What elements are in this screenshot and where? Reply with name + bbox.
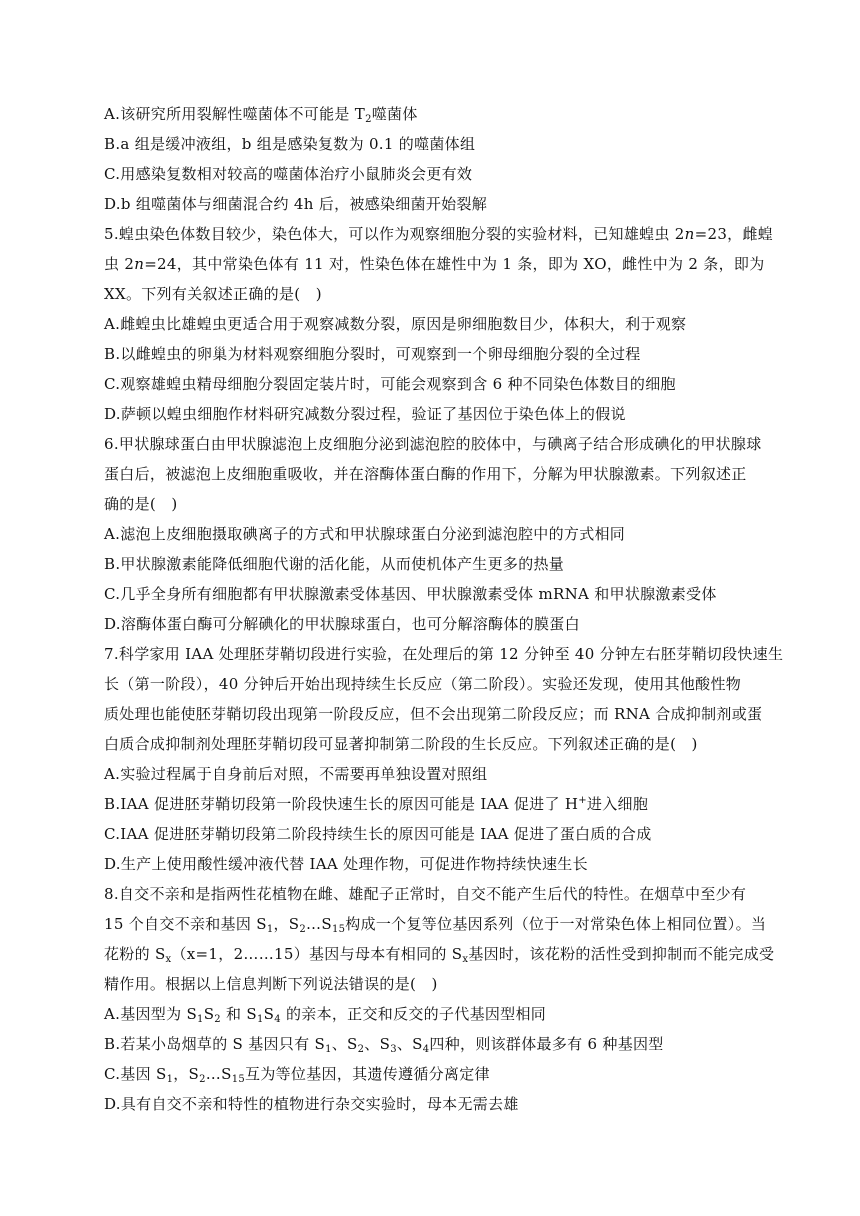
question-6-line-3: 确的是( )	[104, 495, 178, 513]
question-5-line-3: XX。下列有关叙述正确的是( )	[104, 285, 322, 303]
option-d-q8: D.具有自交不亲和特性的植物进行杂交实验时，母本无需去雄	[104, 1095, 519, 1113]
option-a-q6: A.滤泡上皮细胞摄取碘离子的方式和甲状腺球蛋白分泌到滤泡腔中的方式相同	[104, 525, 626, 543]
question-8-line-1: 8.自交不亲和是指两性花植物在雌、雄配子正常时，自交不能产生后代的特性。在烟草中至少有	[104, 885, 747, 903]
option-d-q4: D.b 组噬菌体与细菌混合约 4h 后，被感染细菌开始裂解	[104, 195, 488, 213]
option-a-q8: A.基因型为 $S_1S_2$ 和 $S_1S_4$ 的亲本，正交和反交的子代基因型相同	[104, 1005, 547, 1025]
option-b-q6: B.甲状腺激素能降低细胞代谢的活化能，从而使机体产生更多的热量	[104, 555, 565, 573]
option-c-q8: C.基因 $S_1$，$S_2\dots S_{15}$互为等位基因，其遗传遵循分离定律	[104, 1065, 490, 1085]
option-c-q5: C.观察雄蝗虫精母细胞分裂固定装片时，可能会观察到含 6 种不同染色体数目的细胞	[104, 375, 676, 393]
option-b-q7: B.IAA 促进胚芽鞘切段第一阶段快速生长的原因可能是 IAA 促进了 H+进入细胞	[104, 795, 649, 813]
option-d-q7: D.生产上使用酸性缓冲液代替 IAA 处理作物，可促进作物持续快速生长	[104, 855, 588, 873]
option-b-q4: B.a 组是缓冲液组，b 组是感染复数为 0.1 的噬菌体组	[104, 135, 476, 153]
question-7-line-3: 质处理也能使胚芽鞘切段出现第一阶段反应，但不会出现第二阶段反应；而 RNA 合成抑制剂或蛋	[104, 705, 763, 723]
question-8-line-3: 花粉的 $S_x(x=1$，2……15）基因与母本有相同的 $S_x$基因时，该花粉的活性受到抑制而不能完成受	[104, 945, 775, 965]
question-6-line-1: 6.甲状腺球蛋白由甲状腺滤泡上皮细胞分泌到滤泡腔的胶体中，与碘离子结合形成碘化的甲状腺球	[104, 435, 762, 453]
option-c-q7: C.IAA 促进胚芽鞘切段第二阶段持续生长的原因可能是 IAA 促进了蛋白质的合成	[104, 825, 652, 843]
question-5-line-1: 5.蝗虫染色体数目较少，染色体大，可以作为观察细胞分裂的实验材料，已知雄蝗虫 2n=23，雌蝗	[104, 225, 774, 243]
option-d-q5: D.萨顿以蝗虫细胞作材料研究减数分裂过程，验证了基因位于染色体上的假说	[104, 405, 626, 423]
question-7-line-1: 7.科学家用 IAA 处理胚芽鞘切段进行实验，在处理后的第 12 分钟至 40 分钟左右胚芽鞘切段快速生	[104, 645, 784, 663]
option-b-q5: B.以雌蝗虫的卵巢为材料观察细胞分裂时，可观察到一个卵母细胞分裂的全过程	[104, 345, 641, 363]
question-8-line-2: 15 个自交不亲和基因 $S_1$，$S_2\dots S_{15}$构成一个复等位基因系列（位于一对常染色体上相同位置）。当	[104, 915, 767, 935]
option-c-q4: C.用感染复数相对较高的噬菌体治疗小鼠肺炎会更有效	[104, 165, 473, 183]
question-6-line-2: 蛋白后，被滤泡上皮细胞重吸收，并在溶酶体蛋白酶的作用下，分解为甲状腺激素。下列叙述正	[104, 465, 747, 483]
option-a-q7: A.实验过程属于自身前后对照，不需要再单独设置对照组	[104, 765, 488, 783]
question-8-line-4: 精作用。根据以上信息判断下列说法错误的是( )	[104, 975, 438, 993]
option-c-q6: C.几乎全身所有细胞都有甲状腺激素受体基因、甲状腺激素受体 mRNA 和甲状腺激素受体	[104, 585, 717, 603]
option-a-q4: A.该研究所用裂解性噬菌体不可能是 $T_2$噬菌体	[104, 105, 418, 125]
question-5-line-2: 虫 2n=24，其中常染色体有 11 对，性染色体在雄性中为 1 条，即为 XO，雌性中为 2 条，即为	[104, 255, 765, 273]
option-a-q5: A.雌蝗虫比雄蝗虫更适合用于观察减数分裂，原因是卵细胞数目少，体积大，利于观察	[104, 315, 687, 333]
option-d-q6: D.溶酶体蛋白酶可分解碘化的甲状腺球蛋白，也可分解溶酶体的膜蛋白	[104, 615, 580, 633]
question-7-line-4: 白质合成抑制剂处理胚芽鞘切段可显著抑制第二阶段的生长反应。下列叙述正确的是( )	[104, 735, 698, 753]
question-7-line-2: 长（第一阶段），40 分钟后开始出现持续生长反应（第二阶段）。实验还发现，使用其他酸性物	[104, 675, 742, 693]
option-b-q8: B.若某小岛烟草的 S 基因只有 $S_1$、$S_2$、$S_3$、$S_4$四种，则该群体最多有 6 种基因型	[104, 1035, 664, 1055]
